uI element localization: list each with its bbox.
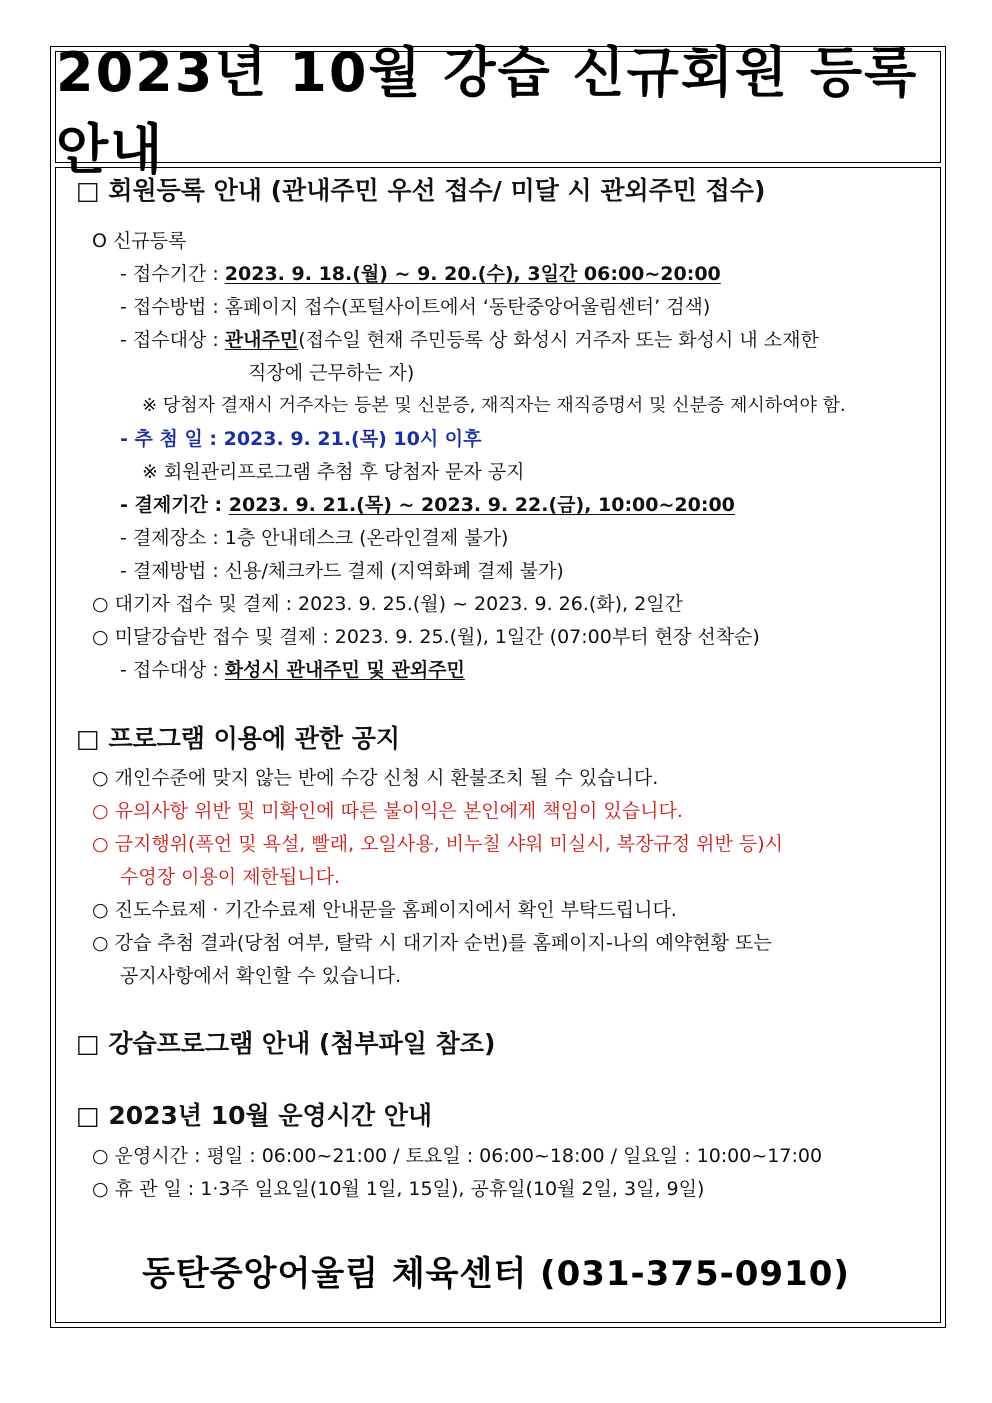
center-contact-footer: 동탄중앙어울림 체육센터 (031-375-0910) [142,1254,850,1294]
unfilled-target-label: - 접수대상 : [120,659,225,681]
waitlist-registration: ○ 대기자 접수 및 결제 : 2023. 9. 25.(월) ~ 2023. 9. 26.(화), 2일간 [92,593,683,615]
page-title: 2023년 10월 강습 신규회원 등록 안내 [56,41,919,181]
registration-period-label: - 접수기간 : [120,263,225,285]
notice-prohibited-acts-continued: 수영장 이용이 제한됩니다. [120,866,341,888]
closed-days: ○ 휴 관 일 : 1·3주 일요일(10월 1일, 15일), 공휴일(10월 2일, 3일, 9일) [92,1178,705,1200]
registration-period [120,262,721,286]
payment-period-value: 2023. 9. 21.(목) ~ 2023. 9. 22.(금), 10:00~20:00 [228,494,735,516]
section-heading-registration: □ 회원등록 안내 (관내주민 우선 접수/ 미달 시 관외주민 접수) [76,176,766,205]
unfilled-class-registration: ○ 미달강습반 접수 및 결제 : 2023. 9. 25.(월), 1일간 (07:00부터 현장 선착순) [92,626,760,648]
notice-lottery-results-continued: 공지사항에서 확인할 수 있습니다. [120,965,402,987]
note-lottery-notice: ※ 회원관리프로그램 추첨 후 당첨자 문자 공지 [142,461,525,483]
payment-place: - 결제장소 : 1층 안내데스크 (온라인결제 불가) [120,527,509,549]
registration-target-value: 관내주민 [224,329,299,351]
registration-target-label: - 접수대상 : [120,329,225,351]
payment-method: - 결제방법 : 신용/체크카드 결제 (지역화폐 결제 불가) [120,560,564,582]
registration-target [120,328,819,352]
new-registration-label: O 신규등록 [92,230,187,252]
notice-prohibited-acts: ○ 금지행위(폭언 및 욕설, 빨래, 오일사용, 비누칠 샤워 미실시, 복장규정 위반 등)시 [92,833,783,855]
section-heading-operating-hours: □ 2023년 10월 운영시간 안내 [76,1101,433,1130]
registration-target-rest: (접수일 현재 주민등록 상 화성시 거주자 또는 화성시 내 소재한 [298,329,819,351]
operating-hours: ○ 운영시간 : 평일 : 06:00~21:00 / 토요일 : 06:00~18:00 / 일요일 : 10:00~17:00 [92,1145,823,1167]
unfilled-target-value: 화성시 관내주민 및 관외주민 [224,659,465,681]
registration-method: - 접수방법 : 홈페이지 접수(포털사이트에서 ‘동탄중앙어울림센터’ 검색) [120,296,711,318]
lottery-date: - 추 첨 일 : 2023. 9. 21.(목) 10시 이후 [120,428,482,450]
section-heading-lesson-programs: □ 강습프로그램 안내 (첨부파일 참조) [76,1029,496,1058]
payment-period [120,493,735,517]
unfilled-class-target [120,658,465,682]
notice-level-refund: ○ 개인수준에 맞지 않는 반에 수강 신청 시 환불조치 될 수 있습니다. [92,767,659,789]
notice-responsibility: ○ 유의사항 위반 및 미확인에 따른 불이익은 본인에게 책임이 있습니다. [92,800,683,822]
registration-target-continued: 직장에 근무하는 자) [248,362,415,384]
note-winner-documents: ※ 당첨자 결재시 거주자는 등본 및 신분증, 재직자는 재직증명서 및 신분증 제시하여야 함. [142,395,846,416]
section-heading-program-notice: □ 프로그램 이용에 관한 공지 [76,724,401,753]
registration-period-value: 2023. 9. 18.(월) ~ 9. 20.(수), 3일간 06:00~20:00 [224,263,721,285]
payment-period-label: - 결제기간 : [120,494,229,516]
notice-completion-system: ○ 진도수료제 · 기간수료제 안내문을 홈페이지에서 확인 부탁드립니다. [92,899,677,921]
notice-lottery-results: ○ 강습 추첨 결과(당첨 여부, 탈락 시 대기자 순번)를 홈페이지-나의 예약현황 또는 [92,932,772,954]
title-box [55,41,941,181]
